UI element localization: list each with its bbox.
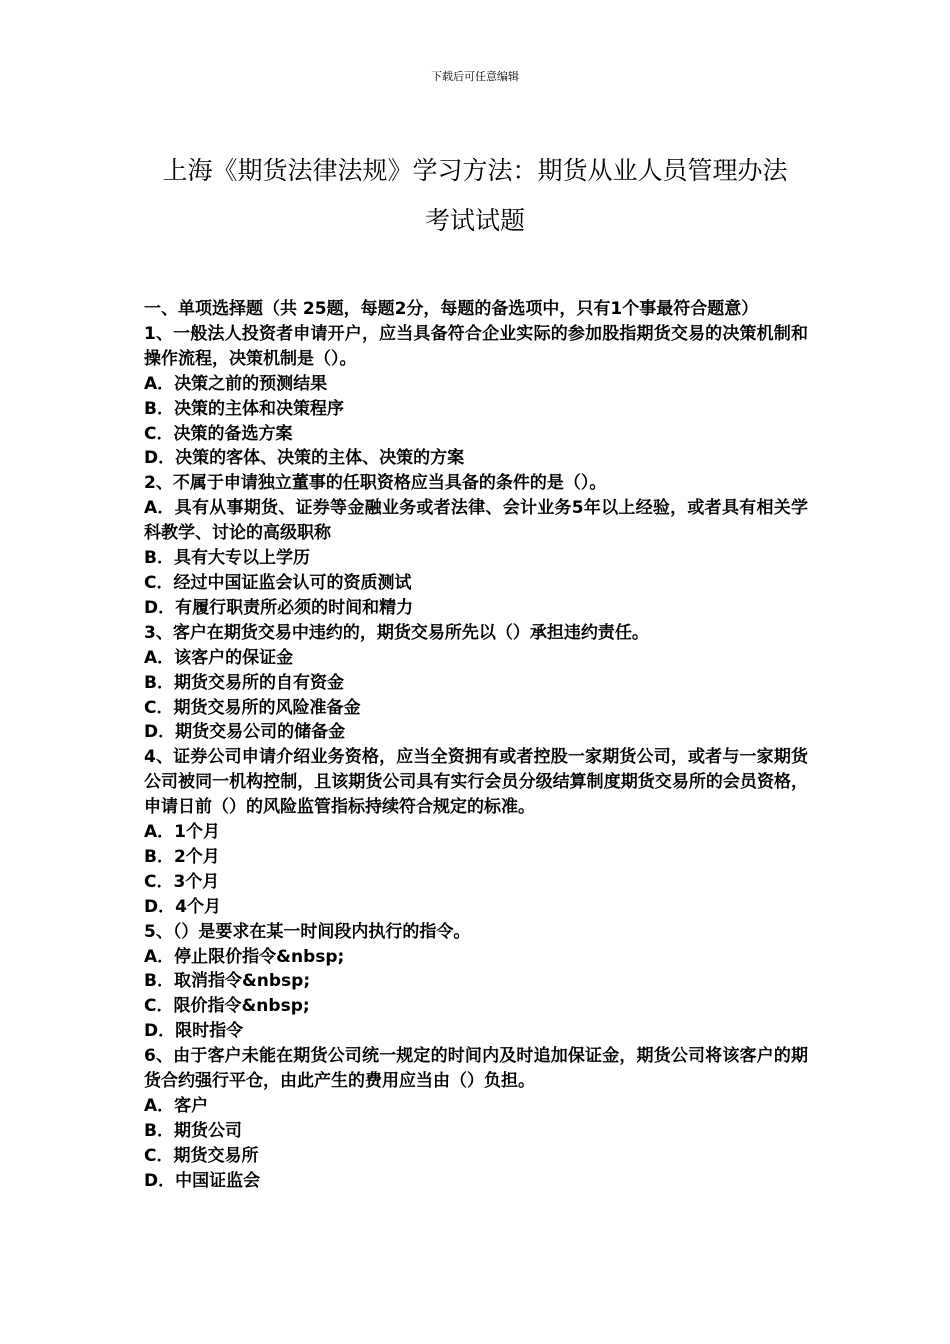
question-4 bbox=[144, 745, 808, 919]
option-d: D．有履行职责所必须的时间和精力 bbox=[144, 597, 414, 618]
option-a: A．决策之前的预测结果 bbox=[144, 373, 328, 394]
question-3 bbox=[144, 621, 808, 746]
question-stem: 6、由于客户未能在期货公司统一规定的时间内及时追加保证金，期货公司将该客户的期货合约强行平仓，由此产生的费用应当由（）负担。 bbox=[144, 1046, 808, 1092]
question-1 bbox=[144, 322, 808, 471]
option-a: A．1个月 bbox=[144, 822, 220, 843]
option-d: D．4个月 bbox=[144, 896, 221, 917]
question-stem: 5、（）是要求在某一时间段内执行的指令。 bbox=[144, 921, 471, 942]
question-content bbox=[144, 297, 808, 1194]
option-d: D．期货交易公司的储备金 bbox=[144, 722, 346, 743]
document-title bbox=[120, 146, 830, 246]
option-b: B．决策的主体和决策程序 bbox=[144, 398, 344, 419]
question-stem: 4、证券公司申请介绍业务资格，应当全资拥有或者控股一家期货公司，或者与一家期货公司被同一机构控制，且该期货公司具有实行会员分级结算制度期货交易所的会员资格，申请日前（）的风险监管指标持续符合规定的标准。 bbox=[144, 747, 808, 818]
option-b: B．期货交易所的自有资金 bbox=[144, 672, 344, 693]
question-stem: 2、不属于申请独立董事的任职资格应当具备的条件的是（）。 bbox=[144, 473, 607, 494]
option-a: A．具有从事期货、证券等金融业务或者法律、会计业务5年以上经验，或者具有相关学科教学、讨论的高级职称 bbox=[144, 498, 808, 544]
section-heading: 一、单项选择题（共 25题，每题2分，每题的备选项中，只有1个事最符合题意） bbox=[144, 299, 759, 319]
header-note: 下载后可任意编辑 bbox=[431, 70, 519, 83]
option-c: C．限价指令&nbsp; bbox=[144, 996, 310, 1017]
option-c: C．3个月 bbox=[144, 871, 220, 892]
option-b: B．取消指令&nbsp; bbox=[144, 971, 311, 992]
option-d: D．决策的客体、决策的主体、决策的方案 bbox=[144, 448, 465, 469]
option-a: A．该客户的保证金 bbox=[144, 647, 294, 668]
option-b: B．期货公司 bbox=[144, 1120, 242, 1141]
question-stem: 1、一般法人投资者申请开户，应当具备符合企业实际的参加股指期货交易的决策机制和操作流程，决策机制是（）。 bbox=[144, 323, 808, 369]
option-d: D．限时指令 bbox=[144, 1021, 244, 1042]
question-5 bbox=[144, 920, 808, 1045]
question-6 bbox=[144, 1044, 808, 1193]
option-c: C．期货交易所的风险准备金 bbox=[144, 697, 361, 718]
question-stem: 3、客户在期货交易中违约的，期货交易所先以（）承担违约责任。 bbox=[144, 622, 649, 643]
title-line-2: 考试试题 bbox=[424, 206, 525, 235]
option-a: A．停止限价指令&nbsp; bbox=[144, 946, 345, 967]
option-c: C．经过中国证监会认可的资质测试 bbox=[144, 572, 412, 593]
question-2 bbox=[144, 471, 808, 620]
title-line-1: 上海《期货法律法规》学习方法：期货从业人员管理办法 bbox=[162, 156, 788, 185]
option-c: C．决策的备选方案 bbox=[144, 423, 293, 444]
option-c: C．期货交易所 bbox=[144, 1145, 259, 1166]
option-a: A．客户 bbox=[144, 1096, 209, 1116]
option-b: B．2个月 bbox=[144, 846, 220, 867]
option-d: D．中国证监会 bbox=[144, 1170, 261, 1191]
option-b: B．具有大专以上学历 bbox=[144, 548, 310, 569]
